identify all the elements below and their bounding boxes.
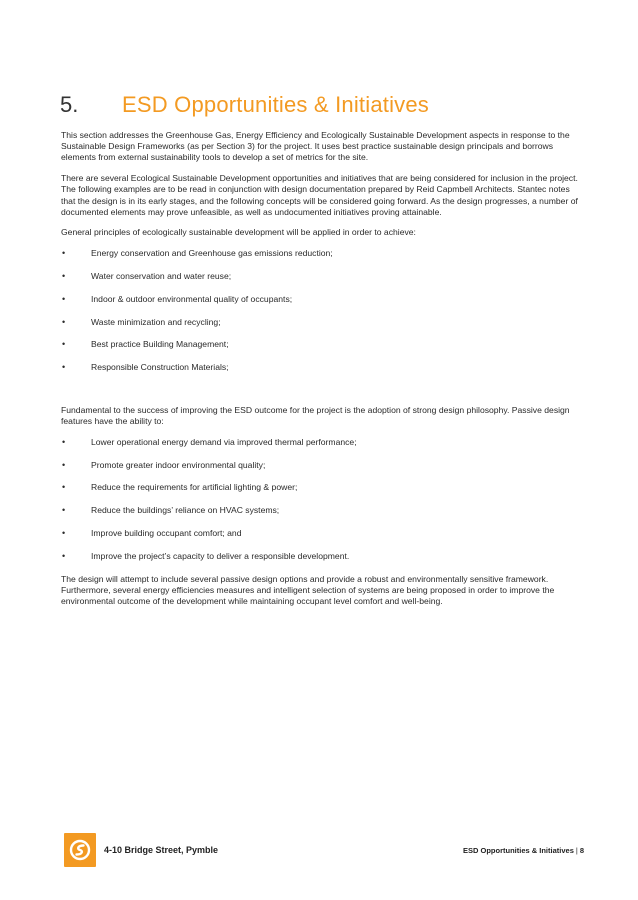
bullet-icon: • <box>62 362 66 373</box>
bullet-icon: • <box>62 550 66 561</box>
bullet-icon: • <box>62 316 66 327</box>
list-item: • Promote greater indoor environmental quality; <box>62 459 266 470</box>
section-number: 5. <box>60 92 79 117</box>
list-item: • Waste minimization and recycling; <box>62 316 221 327</box>
bullet-icon: • <box>62 436 66 447</box>
footer-address: 4-10 Bridge Street, Pymble <box>104 845 219 855</box>
bullet-icon: • <box>62 528 66 538</box>
list-item: • Best practice Building Management; <box>62 339 229 350</box>
footer-section: ESD Opportunities & Initiatives <box>463 846 574 855</box>
bullet-icon: • <box>62 248 66 259</box>
list-item: • Water conservation and water reuse; <box>62 270 232 281</box>
bullet-icon: • <box>62 270 66 281</box>
bullet-icon: • <box>62 339 66 350</box>
paragraph-fundamental: Fundamental to the success of improving the ESD outcome for the project is the adoption of strong design philosophy. Passive design features have the ability to: <box>61 404 570 427</box>
principles-list <box>61 248 586 385</box>
footer-separator: | <box>575 846 578 855</box>
section-heading <box>60 92 429 118</box>
footer-section-page <box>463 846 584 855</box>
list-item: • Reduce the requirements for artificial lighting & power; <box>62 482 298 493</box>
paragraph-intro: This section addresses the Greenhouse Gas, Energy Efficiency and Ecologically Sustainable Development aspects in response to the Sustainable Design Frameworks (as per Section 3) for the project. It uses best practice sustainable design principals and borrows elements from external sustainability tools to develop a set of metrics for the site. <box>61 130 570 163</box>
paragraph-opportunities: There are several Ecological Sustainable Development opportunities and initiatives that are being considered for inclusion in the project. The following examples are to be read in conjunction with design documentation prepared by Reid Capmbell Architects. Stantec notes that the design is in its early stages, and the following concepts will be considered going forward. As the design progresses, a number of documented elements may prove unfeasible, as well as undocumented initiatives proving attainable. <box>61 173 578 217</box>
list-item: • Reduce the buildings’ reliance on HVAC systems; <box>62 505 280 516</box>
document-body <box>61 130 586 617</box>
list-item: • Indoor & outdoor environmental quality of occupants; <box>62 293 293 304</box>
list-item: • Energy conservation and Greenhouse gas emissions reduction; <box>62 248 333 259</box>
list-item: • Responsible Construction Materials; <box>62 362 229 373</box>
passive-design-list <box>61 437 586 574</box>
paragraph-final: The design will attempt to include several passive design options and provide a robust and environmentally sensitive framework. Furthermore, several energy efficiencies measures and intelligent selection of systems are being proposed in order to improve the environmental outcome of the development while maintaining occupant level comfort and well-being. <box>61 573 555 606</box>
section-title: ESD Opportunities & Initiatives <box>122 92 430 117</box>
page-number: 8 <box>579 846 584 855</box>
bullet-icon: • <box>62 293 66 304</box>
list-item: • Lower operational energy demand via improved thermal performance; <box>62 436 357 447</box>
list-item: • Improve the project’s capacity to deliver a responsible development. <box>62 550 350 561</box>
bullet-icon: • <box>62 459 66 470</box>
paragraph-principles: General principles of ecologically sustainable development will be applied in order to achieve: <box>61 227 416 238</box>
bullet-icon: • <box>62 505 66 516</box>
bullet-icon: • <box>62 482 66 493</box>
list-item: • Improve building occupant comfort; and <box>62 528 242 538</box>
stantec-logo-icon <box>64 833 96 867</box>
